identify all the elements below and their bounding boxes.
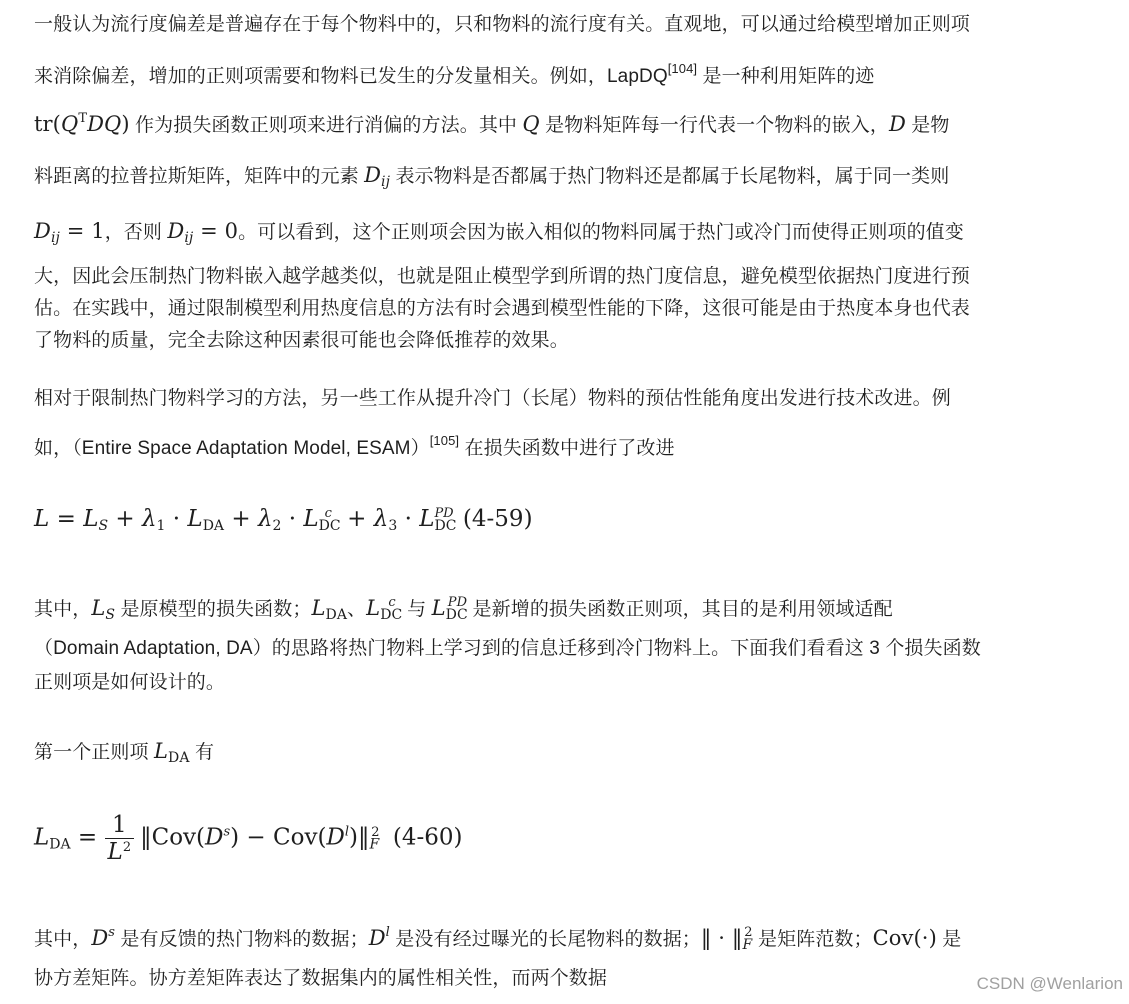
text: 如，（Entire Space Adaptation Model, ESAM）	[34, 438, 430, 459]
fraction: $\frac{1}{L^2}$	[105, 812, 135, 865]
text: 有	[189, 742, 215, 763]
paragraph-4	[34, 738, 214, 771]
text: 是物	[905, 115, 950, 136]
text: 与	[401, 599, 432, 620]
citation-105[interactable]: [105]	[429, 433, 460, 448]
text: 其中，	[34, 599, 92, 620]
equation-number: (4-59)	[462, 506, 533, 532]
paragraph-3-line-1	[34, 590, 893, 628]
text: 是矩阵范数；	[752, 929, 873, 950]
text: 是原模型的损失函数；	[115, 599, 312, 620]
text: 是有反馈的热门物料的数据；	[115, 929, 369, 950]
text: 、	[347, 599, 367, 620]
paragraph-2-line-1: 相对于限制热门物料学习的方法，另一些工作从提升冷门（长尾）物料的预估性能角度出发进行技术改进。例	[34, 388, 951, 409]
math-Ds: $D^s$	[91, 925, 116, 950]
paragraph-3-line-2: （Domain Adaptation, DA）的思路将热门物料上学习到的信息迁移到冷门物料上。下面我们看看这 3 个损失函数	[34, 638, 981, 659]
text: 是	[936, 929, 962, 950]
math-LS: $L_S$	[91, 596, 116, 623]
text: 料距离的拉普拉斯矩阵，矩阵中的元素	[34, 166, 365, 187]
text: 是一种利用矩阵的迹	[697, 66, 875, 87]
watermark: CSDN @Wenlarion	[976, 974, 1123, 993]
text: 是新增的损失函数正则项，其目的是利用领域适配	[467, 599, 893, 620]
text: 是没有经过曝光的长尾物料的数据；	[389, 929, 701, 950]
paragraph-1-line-8: 了物料的质量，完全去除这种因素很可能也会降低推荐的效果。	[34, 330, 569, 351]
math-cov: Cov(·)	[872, 926, 937, 950]
paragraph-2-line-2	[34, 428, 675, 462]
math-norm: ‖ · $‖_F^2$	[700, 925, 753, 953]
math-trace-expr: $tr(Q^TDQ)$	[34, 111, 130, 136]
text: 来消除偏差，增加的正则项需要和物料已发生的分发量相关。例如，LapDQ	[34, 66, 668, 87]
text: 作为损失函数正则项来进行消偏的方法。其中	[129, 115, 523, 136]
paragraph-1-line-7: 估。在实践中，通过限制模型利用热度信息的方法有时会遇到模型性能的下降，这很可能是由于热度本身也代表	[34, 298, 970, 319]
text: 在损失函数中进行了改进	[459, 438, 675, 459]
text: 。可以看到，这个正则项会因为嵌入相似的物料同属于热门或冷门而使得正则项的值变	[238, 222, 964, 243]
paragraph-5-line-1	[34, 920, 961, 958]
paragraph-1-line-2	[34, 56, 874, 90]
equation-4-60: $L_{DA}$ = $\frac{1}{L^2}$ $‖Cov(D^s)$ − $Cov(D^l)‖_F^2$ (4-60)	[34, 812, 463, 865]
math-LDA: $L_{DA}$	[311, 596, 348, 623]
paragraph-3-line-3: 正则项是如何设计的。	[34, 672, 226, 693]
math-Dij-eq-1: $D_{ij} = 1$	[34, 219, 105, 246]
text: 表示物料是否都属于热门物料还是都属于长尾物料，属于同一类则	[390, 166, 950, 187]
math-Dl: $D^l$	[368, 925, 390, 950]
citation-104[interactable]: [104]	[667, 61, 698, 76]
math-D: D	[888, 112, 906, 136]
paragraph-1-line-5	[34, 218, 964, 251]
equation-4-59: $L = L_S + \lambda_1 \cdot L_{DA} + \lambda_2 \cdot L_{DC}^c + \lambda_3 \cdot L_{DC}^{PD}$ (4-59)	[34, 506, 533, 534]
math-LDC-c: $L_{DC}^c$	[366, 595, 403, 623]
math-Dij: $D_{ij}$	[364, 163, 391, 190]
text: 是物料矩阵每一行代表一个物料的嵌入，	[539, 115, 889, 136]
equation-number: (4-60)	[392, 824, 463, 851]
math-Dij-eq-0: $D_{ij} = 0$	[167, 219, 239, 246]
paragraph-1-line-3	[34, 106, 949, 139]
math-LDC-PD: $L_{DC}^{PD}$	[431, 595, 468, 623]
paragraph-1-line-1: 一般认为流行度偏差是普遍存在于每个物料中的，只和物料的流行度有关。直观地，可以通过给模型增加正则项	[34, 14, 970, 35]
paragraph-5-line-2: 协方差矩阵。协方差矩阵表达了数据集内的属性相关性，而两个数据	[34, 968, 608, 989]
text: 第一个正则项	[34, 742, 154, 763]
paragraph-1-line-6: 大，因此会压制热门物料嵌入越学越类似，也就是阻止模型学到所谓的热门度信息，避免模型依据热门度进行预	[34, 266, 970, 287]
paragraph-1-line-4	[34, 162, 949, 195]
text: ，否则	[104, 222, 168, 243]
math-LDA: $L_{DA}$	[153, 739, 190, 766]
text: 其中，	[34, 929, 92, 950]
math-Q: Q	[522, 112, 540, 136]
